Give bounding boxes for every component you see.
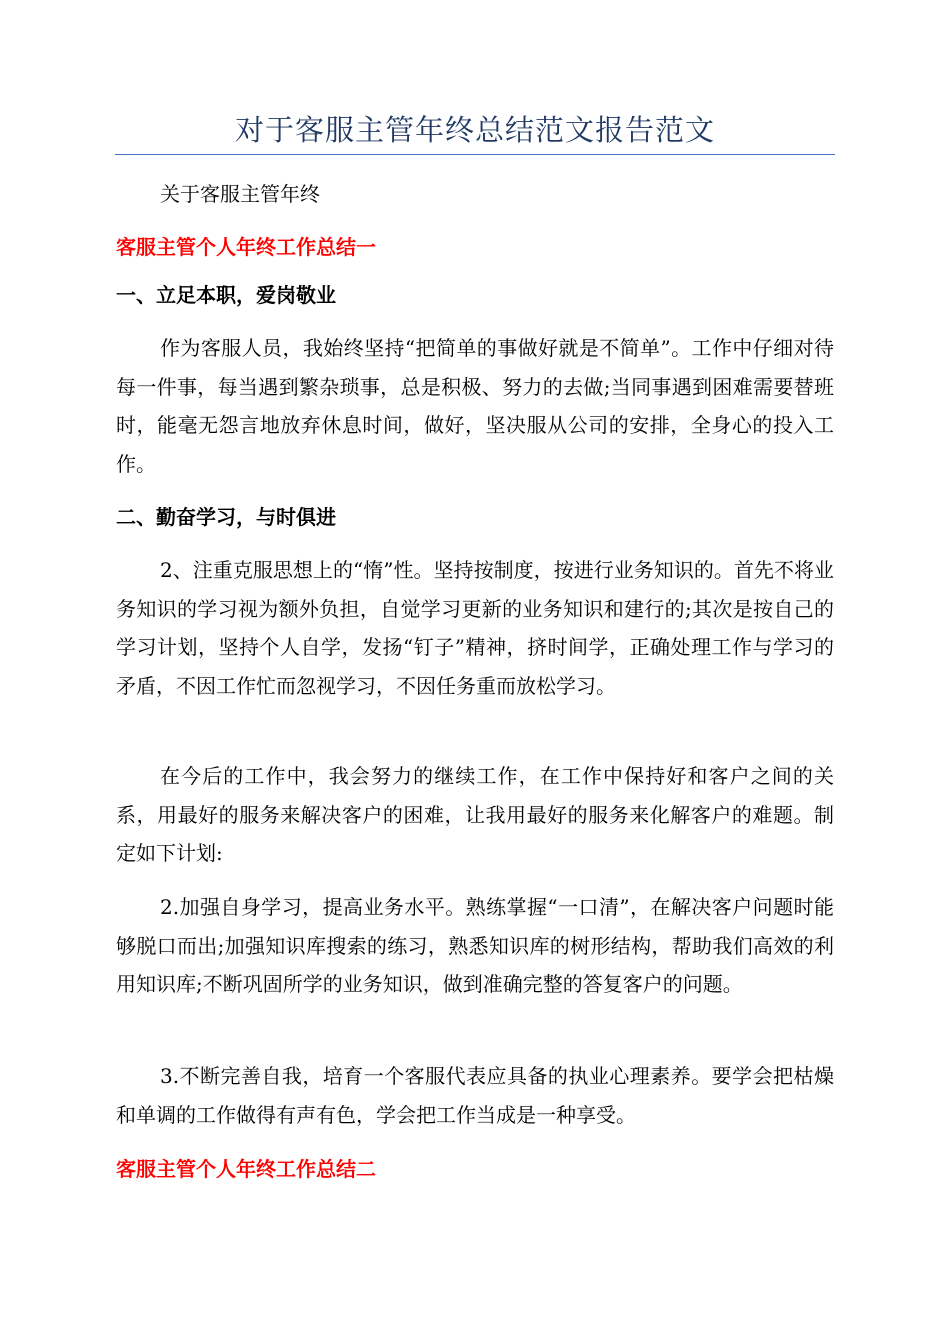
- document-title: 对于客服主管年终总结范文报告范文: [234, 113, 715, 147]
- paragraph-1: 作为客服人员，我始终坚持“把简单的事做好就是不简单”。工作中仔细对待每一件事，每当遇到繁杂琐事，总是积极、努力的去做;当同事遇到困难需要替班时，能毫无怨言地放弃休息时间，做好，坚决服从公司的安排，全身心的投入工作。: [116, 336, 834, 476]
- subsection-heading-1: 一、立足本职，爱岗敬业: [116, 283, 336, 307]
- paragraph-5: 3.不断完善自我，培育一个客服代表应具备的执业心理素养。要学会把枯燥和单调的工作做得有声有色，学会把工作当成是一种享受。: [116, 1064, 834, 1127]
- paragraph-2: 2、注重克服思想上的“惰”性。坚持按制度，按进行业务知识的。首先不将业务知识的学习视为额外负担，自觉学习更新的业务知识和建行的;其次是按自己的学习计划，坚持个人自学，发扬“钉子”精神，挤时间学，正确处理工作与学习的矛盾，不因工作忙而忽视学习，不因任务重而放松学习。: [116, 558, 834, 698]
- subsection-heading-2: 二、勤奋学习，与时俱进: [116, 505, 336, 529]
- section-heading-1: 客服主管个人年终工作总结一: [116, 235, 376, 259]
- document-subtitle: 关于客服主管年终: [160, 182, 320, 206]
- title-underline: [115, 154, 835, 155]
- paragraph-4: 2.加强自身学习，提高业务水平。熟练掌握“一口清”，在解决客户问题时能够脱口而出;加强知识库搜索的练习，熟悉知识库的树形结构，帮助我们高效的利用知识库;不断巩固所学的业务知识，做到准确完整的答复客户的问题。: [116, 895, 834, 996]
- paragraph-3: 在今后的工作中，我会努力的继续工作，在工作中保持好和客户之间的关系，用最好的服务来解决客户的困难，让我用最好的服务来化解客户的难题。制定如下计划:: [116, 764, 834, 865]
- section-heading-2: 客服主管个人年终工作总结二: [116, 1157, 376, 1181]
